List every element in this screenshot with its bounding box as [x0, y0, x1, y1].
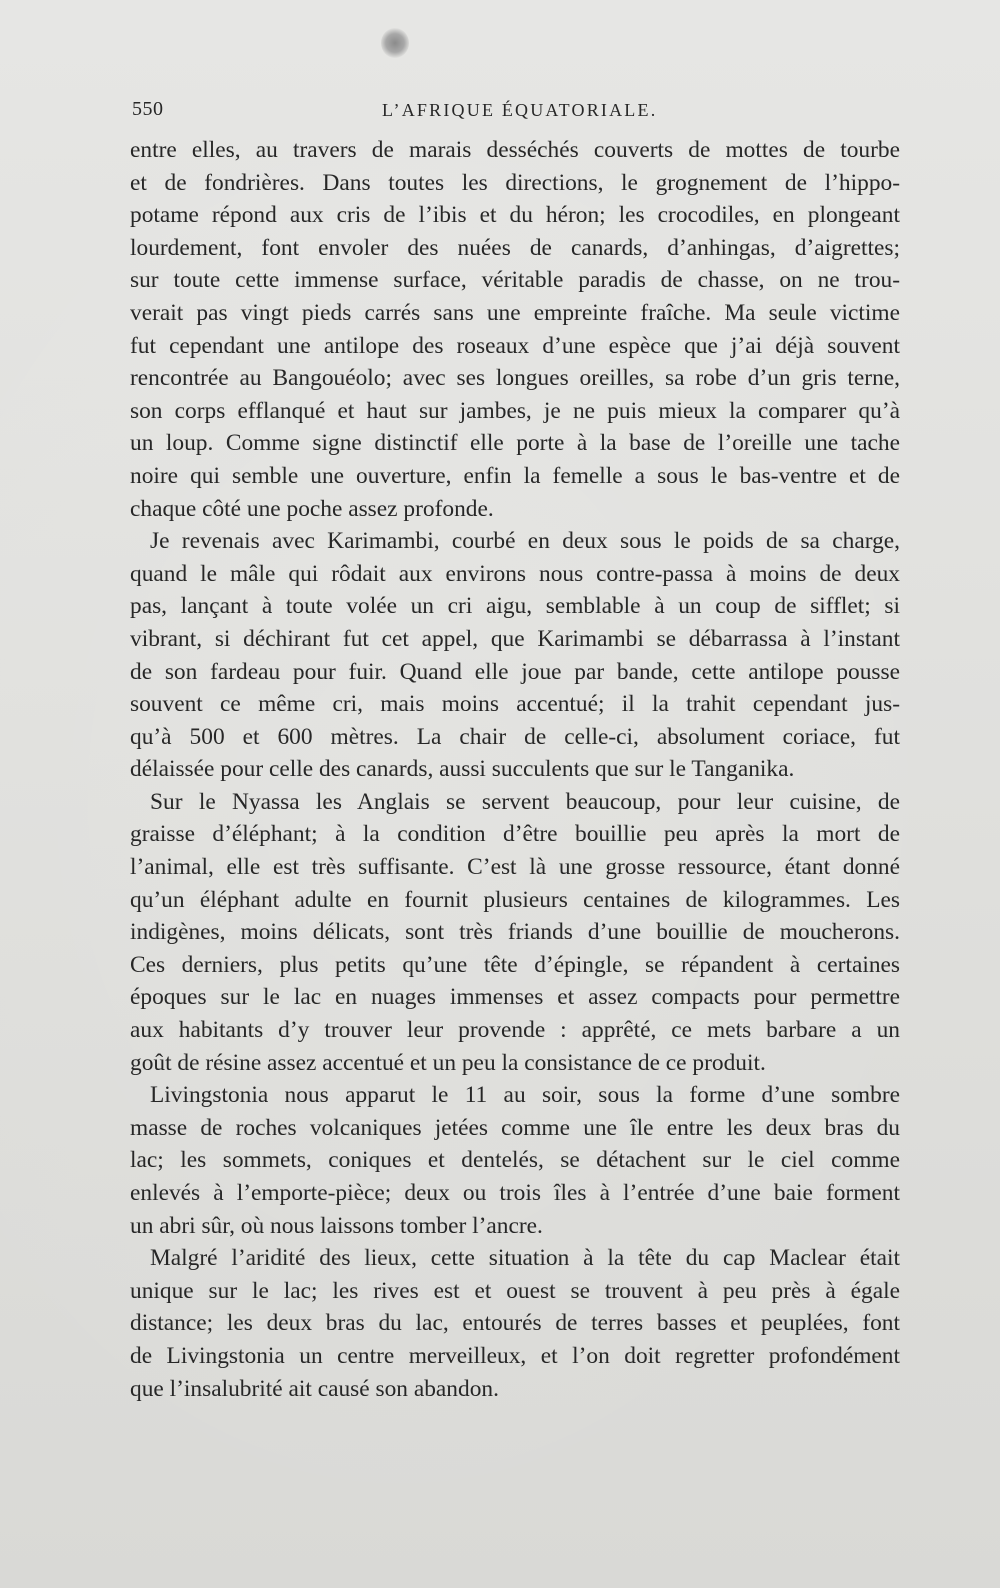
text-line: potame répond aux cris de l’ibis et du héron; les crocodiles, en plongeant: [130, 202, 900, 229]
text-line: un loup. Comme signe distinctif elle porte à la base de l’oreille une tache: [130, 430, 900, 457]
text-line: de Livingstonia un centre merveilleux, et l’on doit regretter profondément: [130, 1342, 900, 1369]
ink-blot: [381, 28, 409, 58]
paragraph: [130, 525, 900, 786]
text-line: goût de résine assez accentué et un peu la consistance de ce produit.: [130, 1049, 766, 1076]
text-line: que l’insalubrité ait causé son abandon.: [130, 1375, 499, 1402]
text-line: souvent ce même cri, mais moins accentué; il la trahit cependant jus-: [130, 691, 900, 718]
text-line: vibrant, si déchirant fut cet appel, que Karimambi se débarrassa à l’instant: [130, 625, 900, 652]
text-line: unique sur le lac; les rives est et ouest se trouvent à peu près à égale: [130, 1277, 900, 1304]
text-line: lac; les sommets, coniques et dentelés, se détachent sur le ciel comme: [130, 1147, 900, 1174]
text-line: noire qui semble une ouverture, enfin la femelle a sous le bas-ventre et de: [130, 462, 900, 489]
text-line: indigènes, moins délicats, sont très friands d’une bouillie de moucherons.: [130, 919, 900, 946]
text-line: chaque côté une poche assez profonde.: [130, 495, 494, 522]
text-line: enlevés à l’emporte-pièce; deux ou trois îles à l’entrée d’une baie forment: [130, 1180, 900, 1206]
body-text: [130, 134, 900, 1405]
text-line: époques sur le lac en nuages immenses et assez compacts pour permettre: [130, 984, 900, 1011]
page-number: 550: [132, 98, 164, 120]
text-line: qu’à 500 et 600 mètres. La chair de celle-ci, absolument coriace, fut: [130, 723, 900, 750]
running-title: L’AFRIQUE ÉQUATORIALE.: [382, 100, 658, 120]
text-line: de son fardeau pour fuir. Quand elle joue par bande, cette antilope pousse: [130, 658, 900, 685]
text-line: aux habitants d’y trouver leur provende : apprêté, ce mets barbare a un: [130, 1017, 900, 1044]
text-line: un abri sûr, où nous laissons tomber l’ancre.: [130, 1212, 543, 1239]
text-line: pas, lançant à toute volée un cri aigu, semblable à un coup de sifflet; si: [130, 593, 900, 620]
paragraph: [130, 1079, 900, 1242]
text-line: fut cependant une antilope des roseaux d’une espèce que j’ai déjà souvent: [130, 332, 900, 359]
text-line: rencontrée au Bangouéolo; avec ses longues oreilles, sa robe d’un gris terne,: [130, 365, 900, 392]
text-line: Je revenais avec Karimambi, courbé en deux sous le poids de sa charge,: [150, 528, 900, 555]
text-line: quand le mâle qui rôdait aux environs nous contre-passa à moins de deux: [130, 560, 900, 587]
paragraph: [130, 786, 900, 1079]
text-line: l’animal, elle est très suffisante. C’est là une grosse ressource, étant donné: [130, 854, 900, 881]
text-line: masse de roches volcaniques jetées comme une île entre les deux bras du: [130, 1114, 900, 1141]
text-line: Ces derniers, plus petits qu’une tête d’épingle, se répandent à certaines: [130, 951, 900, 978]
text-line: graisse d’éléphant; à la condition d’être bouillie peu après la mort de: [130, 821, 900, 848]
text-line: Malgré l’aridité des lieux, cette situation à la tête du cap Maclear était: [150, 1245, 900, 1272]
paragraph: [130, 134, 900, 525]
text-line: Livingstonia nous apparut le 11 au soir, sous la forme d’une sombre: [150, 1082, 900, 1109]
text-line: entre elles, au travers de marais desséchés couverts de mottes de tourbe: [130, 137, 900, 163]
text-line: verait pas vingt pieds carrés sans une empreinte fraîche. Ma seule victime: [130, 299, 900, 326]
text-line: sur toute cette immense surface, véritable paradis de chasse, on ne trou-: [130, 267, 900, 294]
paragraph: [130, 1242, 900, 1405]
text-line: son corps efflanqué et haut sur jambes, je ne puis mieux la comparer qu’à: [130, 397, 900, 424]
text-line: et de fondrières. Dans toutes les directions, le grognement de l’hippo-: [130, 169, 900, 196]
text-line: qu’un éléphant adulte en fournit plusieurs centaines de kilogrammes. Les: [130, 886, 900, 913]
text-line: lourdement, font envoler des nuées de canards, d’anhingas, d’aigrettes;: [130, 234, 900, 261]
text-line: distance; les deux bras du lac, entourés de terres basses et peuplées, font: [130, 1310, 900, 1337]
text-line: délaissée pour celle des canards, aussi succulents que sur le Tanganika.: [130, 756, 795, 783]
text-line: Sur le Nyassa les Anglais se servent beaucoup, pour leur cuisine, de: [150, 788, 900, 815]
page-header: [132, 98, 902, 124]
